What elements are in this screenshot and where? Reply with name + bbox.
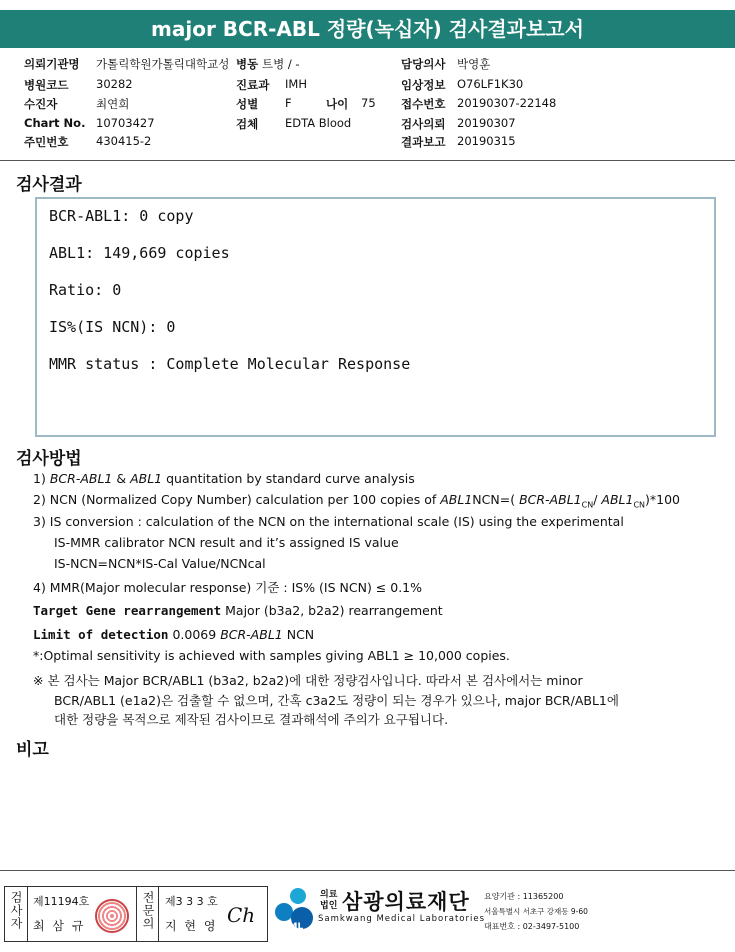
chart-no-value: 10703427 bbox=[96, 116, 155, 130]
footer-divider bbox=[0, 870, 735, 871]
doctor-label: 담당의사 bbox=[401, 57, 446, 71]
method-title: 검사방법 bbox=[16, 449, 82, 469]
notice-line-1: ※ 본 검사는 Major BCR/ABL1 (b3a2, b2a2)에 대한 정량검사입니다. 따라서 본 검사에서는 minor bbox=[33, 673, 583, 688]
method-item-3-line-3: IS-NCN=NCN*IS-Cal Value/NCNcal bbox=[54, 556, 266, 571]
target-gene-label: Target Gene rearrangement bbox=[33, 603, 222, 618]
request-date-value: 20190307 bbox=[457, 116, 516, 130]
method-2-text: 2) NCN (Normalized Copy Number) calculation per 100 copies of bbox=[33, 492, 437, 507]
method-2-gene: ABL1 bbox=[440, 492, 473, 507]
report-title: major BCR-ABL 정량(녹십자) 검사결과보고서 bbox=[0, 10, 735, 48]
doctor-value: 박영훈 bbox=[457, 57, 491, 71]
signature: Ch bbox=[227, 903, 256, 927]
result-is-percent: IS%(IS NCN): 0 bbox=[49, 318, 176, 336]
notice-line-2: BCR/ABL1 (e1a2)은 검출할 수 없으며, 간혹 c3a2도 정량이 되는 경우가 있으나, major BCR/ABL1에 bbox=[54, 693, 619, 708]
institution-value: 가톨릭학원가톨릭대학교성 bbox=[96, 57, 230, 71]
sensitivity-note: *:Optimal sensitivity is achieved with samples giving ABL1 ≥ 10,000 copies. bbox=[33, 648, 510, 663]
inspector-label: 검사자 bbox=[9, 891, 23, 930]
method-2-formula-start: NCN=( bbox=[472, 492, 516, 507]
target-gene-row bbox=[33, 603, 443, 618]
agency-code: 요양기관 : 11365200 bbox=[484, 892, 564, 901]
notice-line-3: 대한 정량을 목적으로 제작된 검사이므로 결과해석에 주의가 요구됩니다. bbox=[54, 712, 449, 727]
receipt-no-value: 20190307-22148 bbox=[457, 96, 557, 110]
method-1-gene-bcr-abl1: BCR-ABL1 bbox=[49, 471, 113, 486]
method-item-4: 4) MMR(Major molecular response) 기준 : IS% (IS NCN) ≤ 0.1% bbox=[33, 580, 422, 595]
method-item-3-line-2: IS-MMR calibrator NCN result and it’s assigned IS value bbox=[54, 535, 399, 550]
specialist-license: 제3 3 3 호 bbox=[165, 895, 218, 908]
inspector-seal-icon bbox=[95, 899, 129, 933]
age-label: 나이 bbox=[326, 97, 349, 111]
method-2-formula-numerator: BCR-ABL1 bbox=[519, 492, 582, 507]
patient-value: 최연희 bbox=[96, 97, 130, 111]
specimen-label: 검체 bbox=[236, 117, 259, 131]
report-date-value: 20190315 bbox=[457, 134, 516, 148]
signature-block bbox=[4, 886, 268, 942]
header-divider bbox=[0, 160, 735, 161]
results-title: 검사결과 bbox=[16, 175, 82, 195]
receipt-no-label: 접수번호 bbox=[401, 97, 446, 111]
method-item-3-line-1: 3) IS conversion : calculation of the NCN on the international scale (IS) using the experimental bbox=[33, 514, 624, 529]
resident-id-value: 430415-2 bbox=[96, 134, 152, 148]
inspector-name: 최 삼 규 bbox=[33, 919, 86, 933]
institution-label: 의뢰기관명 bbox=[24, 57, 80, 71]
specimen-value: EDTA Blood bbox=[285, 116, 352, 130]
result-abl1: ABL1: 149,669 copies bbox=[49, 244, 230, 262]
ward-value: 트병 / - bbox=[262, 57, 300, 71]
hospital-code-label: 병원코드 bbox=[24, 78, 69, 92]
specialist-label: 전문의 bbox=[141, 891, 155, 930]
limit-of-detection-value: 0.0069 bbox=[172, 627, 217, 642]
limit-of-detection-label: Limit of detection bbox=[33, 627, 169, 642]
method-2-formula-denominator: ABL1 bbox=[601, 492, 634, 507]
limit-of-detection-unit: NCN bbox=[286, 627, 315, 642]
limit-of-detection-gene: BCR-ABL1 bbox=[220, 627, 283, 642]
resident-id-label: 주민번호 bbox=[24, 135, 69, 149]
chart-no-label: Chart No. bbox=[24, 116, 86, 130]
hospital-code-value: 30282 bbox=[96, 77, 133, 91]
org-name: 삼광의료재단 bbox=[342, 890, 470, 914]
method-item-1 bbox=[33, 471, 415, 486]
target-gene-value: Major (b3a2, b2a2) rearrangement bbox=[225, 603, 443, 618]
request-date-label: 검사의뢰 bbox=[401, 117, 446, 131]
phone: 대표번호 : 02-3497-5100 bbox=[484, 922, 580, 931]
report-date-label: 결과보고 bbox=[401, 135, 446, 149]
org-english-name: Samkwang Medical Laboratories bbox=[318, 914, 486, 924]
sex-value: F bbox=[285, 96, 292, 110]
inspector-license: 제11194호 bbox=[33, 895, 90, 908]
method-2-formula-end: )*100 bbox=[645, 492, 681, 507]
method-2-sub-cn-2: CN bbox=[633, 500, 646, 510]
results-box bbox=[35, 197, 716, 437]
divider bbox=[136, 887, 137, 941]
age-value: 75 bbox=[361, 96, 376, 110]
divider bbox=[158, 887, 159, 941]
method-item-2 bbox=[33, 492, 680, 510]
address: 서울특별시 서초구 강재동 9-60 bbox=[484, 907, 588, 916]
ward-label: 병동 bbox=[236, 57, 259, 71]
method-1-gene-abl1: ABL1 bbox=[130, 471, 163, 486]
sex-label: 성별 bbox=[236, 97, 259, 111]
method-1-ampersand: & bbox=[116, 471, 127, 486]
result-bcr-abl1: BCR-ABL1: 0 copy bbox=[49, 207, 194, 225]
dept-value: IMH bbox=[285, 77, 307, 91]
result-ratio: Ratio: 0 bbox=[49, 281, 122, 299]
divider bbox=[27, 887, 28, 941]
method-1-text: quantitation by standard curve analysis bbox=[166, 471, 415, 486]
limit-of-detection-row bbox=[33, 627, 314, 642]
specialist-name: 지 현 영 bbox=[165, 919, 218, 933]
method-2-sub-cn-1: CN bbox=[581, 500, 594, 510]
org-type: 의료법인 bbox=[320, 890, 338, 911]
result-mmr-status: MMR status : Complete Molecular Response bbox=[49, 355, 411, 373]
clinical-info-value: O76LF1K30 bbox=[457, 77, 524, 91]
method-2-slash: / bbox=[593, 492, 598, 507]
clinical-info-label: 임상정보 bbox=[401, 78, 446, 92]
sml-logo-icon bbox=[270, 884, 318, 940]
method-1-number: 1) bbox=[33, 471, 46, 486]
remarks-title: 비고 bbox=[16, 740, 49, 760]
sml-logo-text: SML bbox=[282, 922, 304, 932]
patient-label: 수진자 bbox=[24, 97, 58, 111]
dept-label: 진료과 bbox=[236, 78, 270, 92]
